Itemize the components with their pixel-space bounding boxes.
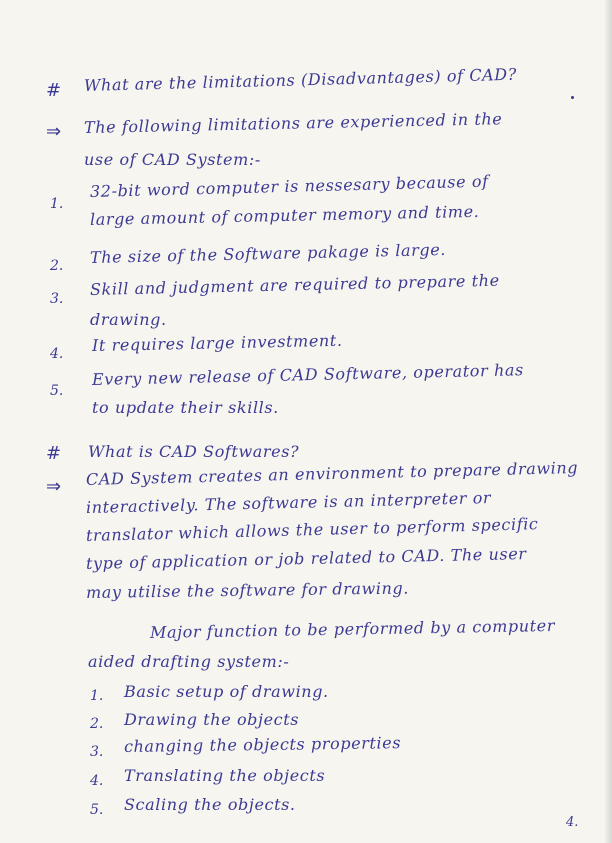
ink-dot xyxy=(571,96,574,99)
function-number: 4. xyxy=(90,773,104,789)
item-number: 1. xyxy=(50,196,64,212)
item-number: 4. xyxy=(50,346,64,362)
function-item: Basic setup of drawing. xyxy=(124,682,329,701)
list-item: Every new release of CAD Software, operator has xyxy=(91,360,525,389)
function-number: 3. xyxy=(90,744,104,760)
intro-line: use of CAD System:- xyxy=(84,150,261,169)
intro-line: The following limitations are experienced in the xyxy=(83,109,503,137)
list-item: The size of the Software pakage is large. xyxy=(89,239,447,267)
function-item: Drawing the objects xyxy=(124,710,300,729)
answer-marker: ⇒ xyxy=(46,476,62,497)
item-number: 2. xyxy=(50,258,64,274)
page-number: 4. xyxy=(566,815,579,830)
list-item: to update their skills. xyxy=(92,398,279,417)
paragraph-line: interactively. The software is an interpreter or xyxy=(85,488,492,517)
section-marker: # xyxy=(46,443,62,464)
function-item: changing the objects properties xyxy=(123,733,402,756)
paragraph-line: may utilise the software for drawing. xyxy=(85,578,410,602)
item-number: 3. xyxy=(50,291,64,307)
answer-marker: ⇒ xyxy=(46,121,62,142)
list-item: It requires large investment. xyxy=(91,330,343,355)
sub-heading: Major function to be performed by a computer xyxy=(149,615,556,642)
sub-heading: aided drafting system:- xyxy=(88,652,290,671)
question-heading: What is CAD Softwares? xyxy=(88,442,300,461)
function-number: 5. xyxy=(90,802,104,818)
paragraph-line: translator which allows the user to perform specific xyxy=(85,514,539,545)
list-item: large amount of computer memory and time. xyxy=(89,201,480,229)
section-marker: # xyxy=(46,80,62,101)
list-item: Skill and judgment are required to prepare the xyxy=(89,270,500,299)
question-heading: What are the limitations (Disadvantages) of CAD? xyxy=(83,64,518,95)
item-number: 5. xyxy=(50,383,64,399)
list-item: 32-bit word computer is nessesary because of xyxy=(89,171,489,201)
page-edge-shadow xyxy=(604,0,612,843)
list-item: drawing. xyxy=(90,310,167,329)
paragraph-line: CAD System creates an environment to prepare drawing xyxy=(85,457,579,489)
function-item: Scaling the objects. xyxy=(124,795,296,814)
function-number: 1. xyxy=(90,688,104,704)
function-number: 2. xyxy=(90,716,104,732)
paragraph-line: type of application or job related to CAD. The user xyxy=(85,544,527,573)
function-item: Translating the objects xyxy=(124,766,326,785)
